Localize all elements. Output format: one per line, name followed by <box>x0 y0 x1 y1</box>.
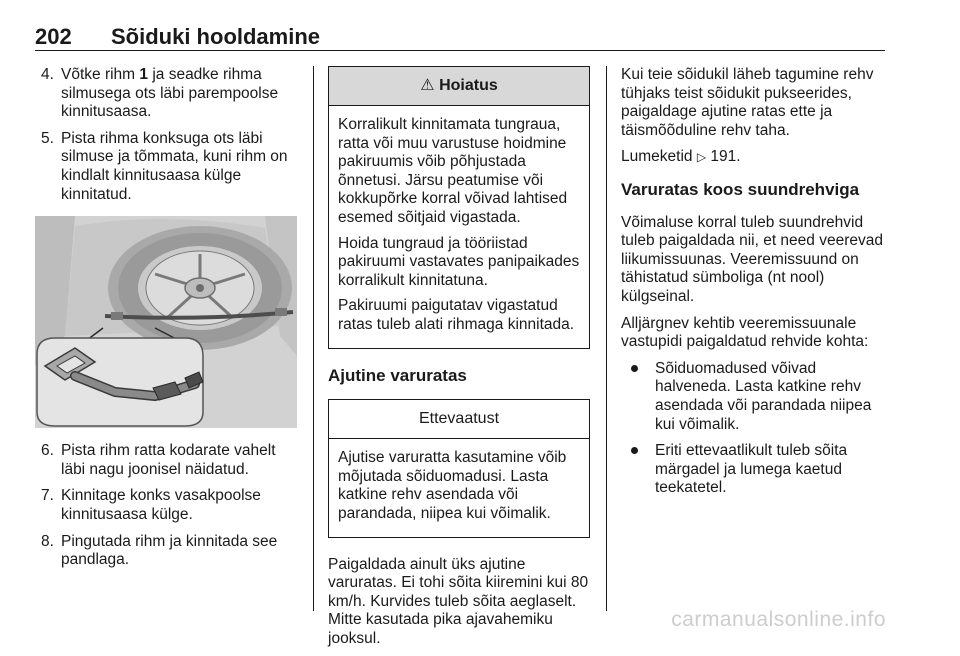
warning-body <box>329 106 589 348</box>
body-paragraph: Võimaluse korral tuleb suundrehvid tuleb paigaldada nii, et need veerevad liikumissuunas. Veeremissuund on tähistatud sümboliga (nt nool) külgseinal. <box>621 213 883 305</box>
body-paragraph: Kui teie sõidukil läheb tagumine rehv tühjaks teist sõidukit pukseerides, paigaldage ajutine ratas ette ja täismõõduline rehv taha. <box>621 66 874 139</box>
step-text: Pingutada rihm ja kinnitada see pandlaga. <box>61 532 278 569</box>
step-number: 4. <box>41 66 54 83</box>
section-title: Sõiduki hooldamine <box>111 24 321 49</box>
bullet-list <box>621 360 887 498</box>
step-item <box>35 66 297 122</box>
subheading-temporary-spare: Ajutine varuratas <box>328 365 467 385</box>
subheading-directional-tyre: Varuratas koos suundrehviga <box>621 179 860 199</box>
caution-header: Ettevaatust <box>329 400 589 439</box>
warning-paragraph: Pakiruumi paigutatav vigastatud ratas tuleb alati rihmaga kinnitada. <box>338 297 575 333</box>
bullet-dot-icon <box>631 447 638 454</box>
page-number: 202 <box>35 24 72 49</box>
cross-reference <box>621 148 887 167</box>
bullet-dot-icon <box>631 365 638 372</box>
warning-paragraph: Hoida tungraud ja tööriistad pakiruumi vastavates panipaikades korralikult kinnitatuna. <box>338 234 580 289</box>
body-paragraph: Paigaldada ainult üks ajutine varuratas. Ei tohi sõita kiiremini kui 80 km/h. Kurvides tuleb sõita aeglaselt. Mitte kasutada pika ajavahemiku jooksul. <box>328 555 589 647</box>
body-paragraph: Alljärgnev kehtib veeremissuunale vastupidi paigaldatud rehvide kohta: <box>621 314 869 351</box>
column-divider <box>313 66 314 611</box>
list-item <box>621 360 887 434</box>
bullet-text: Sõiduomadused võivad halveneda. Lasta katkine rehv asendada või parandada niipea kui võimalik. <box>655 359 872 433</box>
step-item <box>35 442 297 479</box>
warning-triangle-icon: ⚠ <box>420 77 435 94</box>
steps-list-top <box>35 66 297 204</box>
reference-page: 191. <box>710 148 741 166</box>
step-text: Kinnitage konks vasakpoolse kinnitusaasa külge. <box>61 487 261 523</box>
caution-box <box>328 399 590 537</box>
column-2 <box>328 66 590 656</box>
step-number: 8. <box>41 532 54 550</box>
caution-paragraph: Ajutise varuratta kasutamine võib mõjutada sõiduomadusi. Lasta katkine rehv asendada või parandada, niipea kui võimalik. <box>338 449 567 522</box>
page-header <box>35 24 885 51</box>
step-number: 6. <box>41 442 54 460</box>
page-reference-arrow-icon: ▷ <box>696 150 707 165</box>
step-text: Pista rihma konksuga ots läbi silmuse ja tõmmata, kuni rihm on kindlalt kinnitusaasa külge kinnitatud. <box>61 129 288 203</box>
step-item <box>35 533 297 570</box>
column-3 <box>621 66 887 506</box>
step-item <box>35 130 297 204</box>
step-text-cont: ja seadke rihma silmusega ots läbi parempoolse kinnitusaasa. <box>61 66 279 121</box>
step-item <box>35 487 297 524</box>
column-1 <box>35 66 297 578</box>
spare-wheel-strap-illustration <box>35 216 297 428</box>
bullet-text: Eriti ettevaatlikult tuleb sõita märgadel ja lumega kaetud teekatetel. <box>655 442 848 497</box>
list-item <box>621 442 887 498</box>
warning-title: Hoiatus <box>439 77 498 94</box>
reference-label: Lumeketid <box>621 148 693 166</box>
spare-wheel-illustration-svg <box>35 216 297 428</box>
step-text: Võtke rihm <box>61 66 140 83</box>
callout-number: 1 <box>139 66 149 83</box>
column-divider <box>606 66 607 611</box>
step-text: Pista rihm ratta kodarate vahelt läbi nagu joonisel näidatud. <box>61 442 276 478</box>
steps-list-bottom <box>35 442 297 570</box>
caution-body <box>329 439 589 536</box>
step-number: 7. <box>41 487 54 505</box>
watermark: carmanualsonline.info <box>671 608 886 631</box>
warning-box <box>328 66 590 349</box>
warning-header <box>329 67 589 106</box>
warning-paragraph: Korralikult kinnitamata tungraua, ratta või muu varustuse hoidmine pakiruumis võib põhjustada õnnetusi. Järsu peatumise või kokkupõrke korral võivad lahtised esemed sõitjaid vigastada. <box>338 116 568 226</box>
step-number: 5. <box>41 129 54 147</box>
